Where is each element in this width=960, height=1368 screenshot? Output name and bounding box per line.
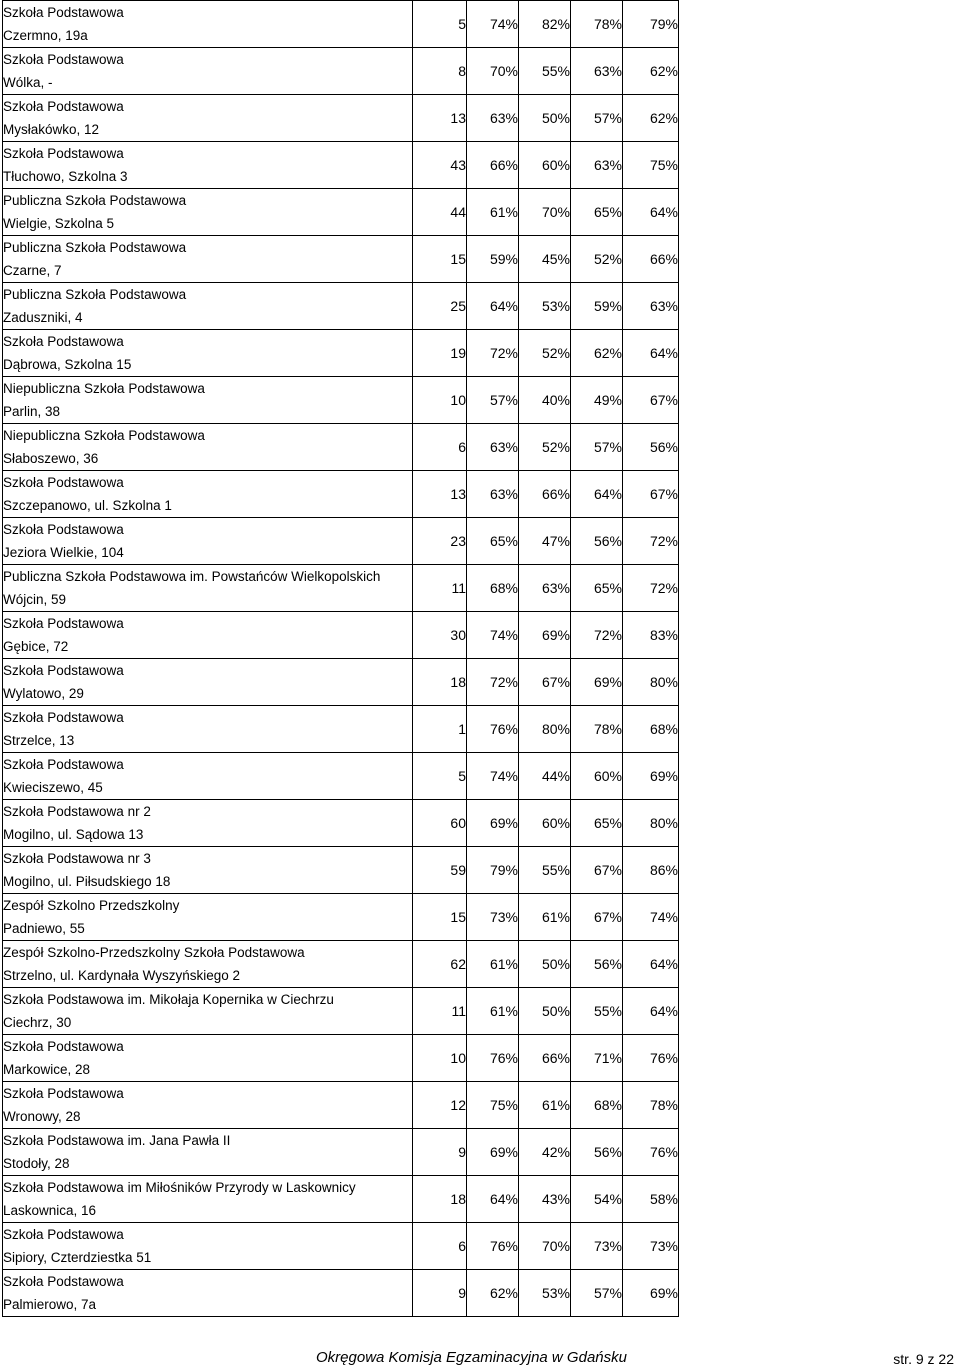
school-address: Czarne, 7 xyxy=(3,263,62,278)
school-name: Szkoła Podstawowa im Miłośników Przyrody w Laskownicy xyxy=(3,1180,356,1195)
school-address: Dąbrowa, Szkolna 15 xyxy=(3,357,132,372)
score-percent-3: 72% xyxy=(571,612,623,659)
score-percent-2: 50% xyxy=(519,988,571,1035)
school-address: Strzelce, 13 xyxy=(3,733,75,748)
table-row xyxy=(3,330,679,377)
score-percent-4: 72% xyxy=(623,565,679,612)
score-percent-2: 69% xyxy=(519,612,571,659)
score-percent-1: 63% xyxy=(467,424,519,471)
score-percent-3: 65% xyxy=(571,565,623,612)
student-count: 6 xyxy=(413,1223,467,1270)
student-count: 5 xyxy=(413,1,467,48)
score-percent-2: 60% xyxy=(519,142,571,189)
score-percent-3: 57% xyxy=(571,424,623,471)
score-percent-1: 69% xyxy=(467,800,519,847)
school-address: Kwieciszewo, 45 xyxy=(3,780,103,795)
score-percent-2: 52% xyxy=(519,330,571,377)
student-count: 1 xyxy=(413,706,467,753)
score-percent-1: 59% xyxy=(467,236,519,283)
table-row xyxy=(3,95,679,142)
school-name: Publiczna Szkoła Podstawowa im. Powstańców Wielkopolskich xyxy=(3,569,381,584)
table-row xyxy=(3,518,679,565)
score-percent-2: 82% xyxy=(519,1,571,48)
score-percent-3: 62% xyxy=(571,330,623,377)
score-percent-2: 63% xyxy=(519,565,571,612)
score-percent-3: 63% xyxy=(571,142,623,189)
school-cell xyxy=(3,894,413,941)
school-name: Szkoła Podstawowa nr 3 xyxy=(3,851,151,866)
school-address: Wronowy, 28 xyxy=(3,1109,81,1124)
score-percent-4: 73% xyxy=(623,1223,679,1270)
school-cell xyxy=(3,377,413,424)
student-count: 30 xyxy=(413,612,467,659)
score-percent-3: 71% xyxy=(571,1035,623,1082)
school-address: Czermno, 19a xyxy=(3,28,88,43)
score-percent-3: 67% xyxy=(571,847,623,894)
school-cell xyxy=(3,424,413,471)
score-percent-3: 56% xyxy=(571,1129,623,1176)
student-count: 13 xyxy=(413,95,467,142)
table-row xyxy=(3,800,679,847)
student-count: 43 xyxy=(413,142,467,189)
school-cell xyxy=(3,753,413,800)
score-percent-1: 70% xyxy=(467,48,519,95)
school-cell xyxy=(3,1,413,48)
score-percent-3: 54% xyxy=(571,1176,623,1223)
score-percent-4: 66% xyxy=(623,236,679,283)
school-cell xyxy=(3,800,413,847)
score-percent-4: 63% xyxy=(623,283,679,330)
score-percent-4: 69% xyxy=(623,753,679,800)
score-percent-4: 69% xyxy=(623,1270,679,1317)
score-percent-2: 55% xyxy=(519,847,571,894)
score-percent-3: 63% xyxy=(571,48,623,95)
score-percent-3: 64% xyxy=(571,471,623,518)
school-cell xyxy=(3,1035,413,1082)
student-count: 11 xyxy=(413,988,467,1035)
school-cell xyxy=(3,189,413,236)
school-name: Szkoła Podstawowa xyxy=(3,522,124,537)
score-percent-4: 86% xyxy=(623,847,679,894)
page-footer xyxy=(0,1349,960,1368)
score-percent-3: 60% xyxy=(571,753,623,800)
score-percent-1: 74% xyxy=(467,1,519,48)
table-row xyxy=(3,424,679,471)
student-count: 11 xyxy=(413,565,467,612)
table-row xyxy=(3,753,679,800)
score-percent-1: 73% xyxy=(467,894,519,941)
school-address: Mogilno, ul. Piłsudskiego 18 xyxy=(3,874,171,889)
score-percent-4: 64% xyxy=(623,330,679,377)
score-percent-1: 72% xyxy=(467,659,519,706)
score-percent-3: 73% xyxy=(571,1223,623,1270)
score-percent-1: 74% xyxy=(467,612,519,659)
score-percent-1: 61% xyxy=(467,941,519,988)
score-percent-2: 42% xyxy=(519,1129,571,1176)
school-address: Stodoły, 28 xyxy=(3,1156,70,1171)
table-row xyxy=(3,189,679,236)
score-percent-4: 76% xyxy=(623,1129,679,1176)
score-percent-3: 56% xyxy=(571,518,623,565)
school-address: Strzelno, ul. Kardynała Wyszyńskiego 2 xyxy=(3,968,240,983)
score-percent-4: 58% xyxy=(623,1176,679,1223)
school-name: Niepubliczna Szkoła Podstawowa xyxy=(3,428,205,443)
student-count: 10 xyxy=(413,377,467,424)
school-cell xyxy=(3,1082,413,1129)
student-count: 5 xyxy=(413,753,467,800)
school-name: Szkoła Podstawowa xyxy=(3,1227,124,1242)
score-percent-3: 57% xyxy=(571,1270,623,1317)
score-percent-3: 56% xyxy=(571,941,623,988)
school-address: Jeziora Wielkie, 104 xyxy=(3,545,124,560)
school-cell xyxy=(3,988,413,1035)
score-percent-3: 65% xyxy=(571,800,623,847)
school-address: Sipiory, Czterdziestka 51 xyxy=(3,1250,152,1265)
score-percent-1: 68% xyxy=(467,565,519,612)
score-percent-2: 47% xyxy=(519,518,571,565)
student-count: 8 xyxy=(413,48,467,95)
student-count: 12 xyxy=(413,1082,467,1129)
score-percent-1: 76% xyxy=(467,1223,519,1270)
score-percent-2: 60% xyxy=(519,800,571,847)
school-name: Szkoła Podstawowa xyxy=(3,475,124,490)
school-address: Wójcin, 59 xyxy=(3,592,67,607)
score-percent-4: 75% xyxy=(623,142,679,189)
results-table-body xyxy=(3,1,679,1317)
school-cell xyxy=(3,518,413,565)
school-cell xyxy=(3,612,413,659)
school-name: Szkoła Podstawowa xyxy=(3,334,124,349)
score-percent-1: 62% xyxy=(467,1270,519,1317)
score-percent-4: 62% xyxy=(623,48,679,95)
student-count: 6 xyxy=(413,424,467,471)
student-count: 19 xyxy=(413,330,467,377)
score-percent-1: 66% xyxy=(467,142,519,189)
score-percent-4: 56% xyxy=(623,424,679,471)
table-row xyxy=(3,612,679,659)
score-percent-1: 61% xyxy=(467,988,519,1035)
score-percent-3: 78% xyxy=(571,706,623,753)
table-row xyxy=(3,706,679,753)
score-percent-2: 70% xyxy=(519,189,571,236)
table-row xyxy=(3,894,679,941)
school-name: Szkoła Podstawowa im. Jana Pawła II xyxy=(3,1133,231,1148)
score-percent-1: 64% xyxy=(467,1176,519,1223)
score-percent-2: 61% xyxy=(519,1082,571,1129)
score-percent-4: 62% xyxy=(623,95,679,142)
score-percent-4: 83% xyxy=(623,612,679,659)
table-row xyxy=(3,1270,679,1317)
table-row xyxy=(3,1129,679,1176)
school-address: Laskownica, 16 xyxy=(3,1203,97,1218)
score-percent-3: 68% xyxy=(571,1082,623,1129)
school-name: Szkoła Podstawowa xyxy=(3,99,124,114)
score-percent-4: 67% xyxy=(623,471,679,518)
school-name: Szkoła Podstawowa xyxy=(3,5,124,20)
school-name: Publiczna Szkoła Podstawowa xyxy=(3,193,187,208)
school-address: Wólka, - xyxy=(3,75,53,90)
school-address: Mogilno, ul. Sądowa 13 xyxy=(3,827,144,842)
table-row xyxy=(3,1176,679,1223)
school-name: Szkoła Podstawowa xyxy=(3,757,124,772)
score-percent-1: 61% xyxy=(467,189,519,236)
table-row xyxy=(3,659,679,706)
school-name: Szkoła Podstawowa xyxy=(3,1274,124,1289)
score-percent-1: 76% xyxy=(467,1035,519,1082)
school-cell xyxy=(3,1176,413,1223)
student-count: 10 xyxy=(413,1035,467,1082)
school-address: Tłuchowo, Szkolna 3 xyxy=(3,169,128,184)
school-cell xyxy=(3,706,413,753)
school-address: Palmierowo, 7a xyxy=(3,1297,97,1312)
score-percent-3: 59% xyxy=(571,283,623,330)
school-name: Szkoła Podstawowa xyxy=(3,146,124,161)
school-cell xyxy=(3,283,413,330)
school-address: Gębice, 72 xyxy=(3,639,69,654)
school-address: Mysłakówko, 12 xyxy=(3,122,100,137)
score-percent-2: 55% xyxy=(519,48,571,95)
score-percent-4: 72% xyxy=(623,518,679,565)
results-table xyxy=(2,0,679,1317)
school-address: Zaduszniki, 4 xyxy=(3,310,83,325)
score-percent-1: 76% xyxy=(467,706,519,753)
school-name: Szkoła Podstawowa xyxy=(3,663,124,678)
table-row xyxy=(3,1,679,48)
score-percent-1: 79% xyxy=(467,847,519,894)
school-cell xyxy=(3,236,413,283)
school-address: Wylatowo, 29 xyxy=(3,686,84,701)
score-percent-1: 72% xyxy=(467,330,519,377)
score-percent-2: 50% xyxy=(519,95,571,142)
table-row xyxy=(3,236,679,283)
school-cell xyxy=(3,471,413,518)
student-count: 18 xyxy=(413,1176,467,1223)
school-name: Publiczna Szkoła Podstawowa xyxy=(3,287,187,302)
score-percent-2: 40% xyxy=(519,377,571,424)
school-name: Szkoła Podstawowa im. Mikołaja Kopernika w Ciechrzu xyxy=(3,992,334,1007)
score-percent-4: 67% xyxy=(623,377,679,424)
table-row xyxy=(3,142,679,189)
school-address: Padniewo, 55 xyxy=(3,921,85,936)
table-row xyxy=(3,1035,679,1082)
student-count: 15 xyxy=(413,894,467,941)
school-cell xyxy=(3,1270,413,1317)
school-address: Wielgie, Szkolna 5 xyxy=(3,216,115,231)
score-percent-2: 52% xyxy=(519,424,571,471)
page-number: str. 9 z 22 xyxy=(893,1351,954,1367)
table-row xyxy=(3,941,679,988)
school-name: Szkoła Podstawowa xyxy=(3,616,124,631)
score-percent-4: 68% xyxy=(623,706,679,753)
school-address: Parlin, 38 xyxy=(3,404,61,419)
school-cell xyxy=(3,659,413,706)
student-count: 60 xyxy=(413,800,467,847)
score-percent-4: 76% xyxy=(623,1035,679,1082)
school-name: Niepubliczna Szkoła Podstawowa xyxy=(3,381,205,396)
score-percent-4: 74% xyxy=(623,894,679,941)
student-count: 44 xyxy=(413,189,467,236)
score-percent-1: 64% xyxy=(467,283,519,330)
student-count: 13 xyxy=(413,471,467,518)
table-row xyxy=(3,377,679,424)
score-percent-3: 69% xyxy=(571,659,623,706)
score-percent-4: 80% xyxy=(623,800,679,847)
score-percent-1: 57% xyxy=(467,377,519,424)
score-percent-2: 67% xyxy=(519,659,571,706)
score-percent-2: 53% xyxy=(519,283,571,330)
student-count: 18 xyxy=(413,659,467,706)
school-name: Szkoła Podstawowa nr 2 xyxy=(3,804,151,819)
score-percent-2: 66% xyxy=(519,471,571,518)
school-name: Szkoła Podstawowa xyxy=(3,52,124,67)
score-percent-2: 70% xyxy=(519,1223,571,1270)
school-name: Szkoła Podstawowa xyxy=(3,1039,124,1054)
student-count: 25 xyxy=(413,283,467,330)
school-name: Zespół Szkolno-Przedszkolny Szkoła Podstawowa xyxy=(3,945,305,960)
table-row xyxy=(3,283,679,330)
school-cell xyxy=(3,95,413,142)
score-percent-2: 44% xyxy=(519,753,571,800)
table-row xyxy=(3,988,679,1035)
score-percent-4: 80% xyxy=(623,659,679,706)
school-name: Szkoła Podstawowa xyxy=(3,1086,124,1101)
commission-name: Okręgowa Komisja Egzaminacyjna w Gdańsku xyxy=(316,1349,627,1366)
score-percent-4: 64% xyxy=(623,988,679,1035)
score-percent-2: 45% xyxy=(519,236,571,283)
table-row xyxy=(3,847,679,894)
student-count: 59 xyxy=(413,847,467,894)
school-name: Szkoła Podstawowa xyxy=(3,710,124,725)
score-percent-2: 80% xyxy=(519,706,571,753)
student-count: 23 xyxy=(413,518,467,565)
school-address: Słaboszewo, 36 xyxy=(3,451,99,466)
school-address: Szczepanowo, ul. Szkolna 1 xyxy=(3,498,172,513)
score-percent-2: 66% xyxy=(519,1035,571,1082)
school-cell xyxy=(3,847,413,894)
score-percent-4: 64% xyxy=(623,189,679,236)
school-name: Zespół Szkolno Przedszkolny xyxy=(3,898,180,913)
student-count: 9 xyxy=(413,1270,467,1317)
score-percent-1: 75% xyxy=(467,1082,519,1129)
score-percent-4: 79% xyxy=(623,1,679,48)
score-percent-1: 65% xyxy=(467,518,519,565)
score-percent-4: 78% xyxy=(623,1082,679,1129)
school-cell xyxy=(3,142,413,189)
score-percent-2: 53% xyxy=(519,1270,571,1317)
school-cell xyxy=(3,565,413,612)
score-percent-4: 64% xyxy=(623,941,679,988)
table-row xyxy=(3,565,679,612)
student-count: 9 xyxy=(413,1129,467,1176)
score-percent-2: 43% xyxy=(519,1176,571,1223)
score-percent-3: 65% xyxy=(571,189,623,236)
school-address: Ciechrz, 30 xyxy=(3,1015,72,1030)
school-cell xyxy=(3,330,413,377)
score-percent-1: 63% xyxy=(467,471,519,518)
score-percent-3: 67% xyxy=(571,894,623,941)
table-row xyxy=(3,48,679,95)
student-count: 62 xyxy=(413,941,467,988)
school-cell xyxy=(3,48,413,95)
school-address: Markowice, 28 xyxy=(3,1062,91,1077)
table-row xyxy=(3,471,679,518)
school-cell xyxy=(3,1223,413,1270)
score-percent-3: 55% xyxy=(571,988,623,1035)
score-percent-1: 74% xyxy=(467,753,519,800)
score-percent-2: 50% xyxy=(519,941,571,988)
score-percent-3: 57% xyxy=(571,95,623,142)
score-percent-1: 63% xyxy=(467,95,519,142)
score-percent-3: 52% xyxy=(571,236,623,283)
school-cell xyxy=(3,941,413,988)
score-percent-3: 78% xyxy=(571,1,623,48)
table-row xyxy=(3,1223,679,1270)
score-percent-2: 61% xyxy=(519,894,571,941)
school-name: Publiczna Szkoła Podstawowa xyxy=(3,240,187,255)
table-row xyxy=(3,1082,679,1129)
score-percent-3: 49% xyxy=(571,377,623,424)
score-percent-1: 69% xyxy=(467,1129,519,1176)
school-cell xyxy=(3,1129,413,1176)
student-count: 15 xyxy=(413,236,467,283)
